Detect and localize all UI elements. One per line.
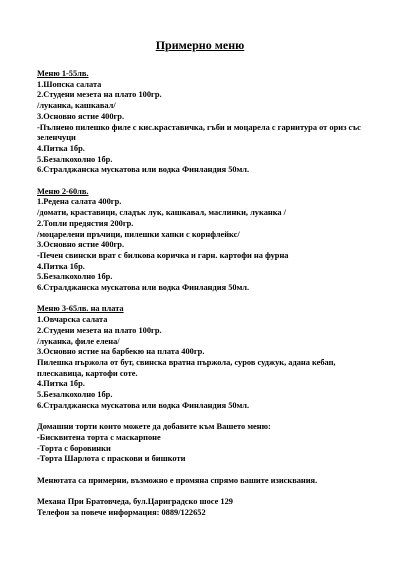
menu-3-section [37,304,382,411]
menu-1-line-4: 3.Основно ястие 400гр. [37,111,125,121]
menu-3-line-1: 1.Овчарска салата [37,315,108,325]
section-spacer [37,294,382,305]
menu-2-line-6: -Печен свински врат с билкова коричка и гарн. картофи на фурна [37,250,289,260]
cakes-intro: Домашни торти които можете да добавите към Вашето меню: [37,422,271,432]
menu-content [37,69,382,518]
menu-2-line-3: 2.Топли предястия 200гр. [37,218,134,228]
menu-1-line-6: 4.Питка 1бр. [37,143,85,153]
menu-3-line-6: 4.Питка 1бр. [37,379,85,389]
section-spacer [37,411,382,422]
section-spacer [37,486,382,497]
menu-2-line-9: 6.Стралджанска мускатова или водка Финландия 50мл. [37,283,250,293]
menu-3-line-4: 3.Основно ястие на барбекю на плата 400гр. [37,347,205,357]
menu-2-section [37,187,382,294]
menu-1-line-5: -Пълнено пилешко филе с кис.краставичка, гъби и моцарела с гарнитура от ориз със зеленчуци [37,122,361,143]
menu-2-line-4: /моцарелени пръчици, пилешки хапки с корнфлейкс/ [37,229,240,239]
menu-2-line-2: /домати, краставици, сладък лук, кашкавал, маслинки, луканка / [37,208,287,218]
menu-3-line-2: 2.Студени мезета на плато 100гр. [37,325,162,335]
menu-3-line-8: 6.Стралджанска мускатова или водка Финландия 50мл. [37,400,250,410]
cake-item: -Торта Шарлота с праскови и бишкоти [37,454,186,464]
section-spacer [37,465,382,476]
menu-2-line-1: 1.Редена салата 400гр. [37,197,122,207]
menu-1-line-8: 6.Стралджанска мускатова или водка Финландия 50мл. [37,165,250,175]
menu-1-line-7: 5.Безалкохолно 1бр. [37,154,113,164]
menu-1-line-2: 2.Студени мезета на плато 100гр. [37,90,162,100]
menu-1-line-3: /луканка, кашкавал/ [37,101,116,111]
contact-phone: Телефон за повече информация: 0889/122652 [37,507,206,517]
menu-disclaimer: Менютата са примерни, възможно е промяна спрямо вашите изисквания. [37,475,318,485]
menu-1-section [37,69,382,176]
menu-1-line-1: 1.Шопска салата [37,79,102,89]
cake-item: -Торта с боровинки [37,443,111,453]
section-spacer [37,176,382,187]
page-title: Примерно меню [155,38,245,52]
menu-3-heading: Меню 3-65лв. на плата [37,304,124,314]
menu-2-line-8: 5.Безалкохолно 1бр. [37,272,113,282]
restaurant-address: Механа При Братовчеда, бул.Цариградско шосе 129 [37,497,233,507]
cake-item: -Бисквитена торта с маскарпоне [37,432,161,442]
contact-footer [37,497,382,518]
menu-1-heading: Меню 1-55лв. [37,69,89,78]
menu-2-line-7: 4.Питка 1бр. [37,261,85,271]
menu-2-heading: Меню 2-60лв. [37,186,89,196]
menu-3-line-7: 5.Безалкохолно 1бр. [37,390,113,400]
cakes-section [37,422,382,465]
menu-2-line-5: 3.Основно ястие 400гр. [37,240,125,250]
menu-3-line-3: /луканка, филе елена/ [37,336,120,346]
menu-3-line-5: Пилешка пържола от бут, свинска вратна пържола, суров суджук, адана кебап, плескавица, картофи соте. [37,357,336,378]
